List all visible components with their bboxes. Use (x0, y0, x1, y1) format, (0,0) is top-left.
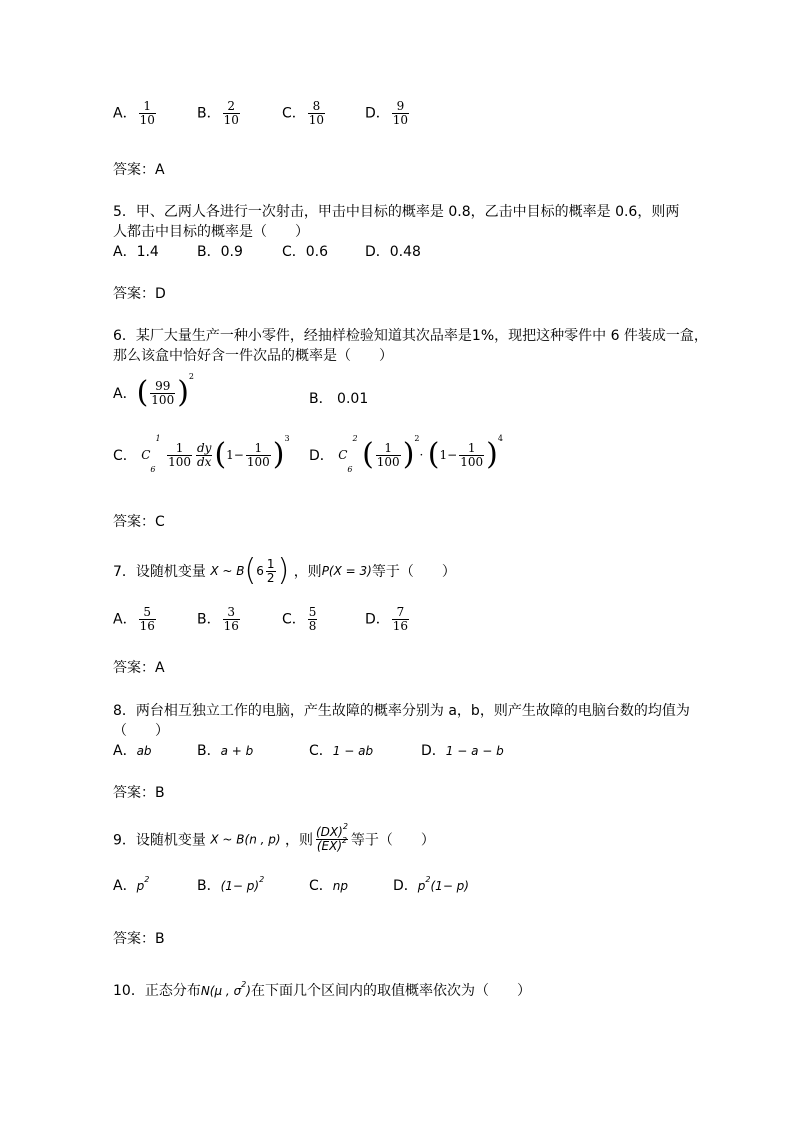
q6-answer: 答案：C (113, 514, 165, 530)
q8-option-c[interactable]: C．1 − ab (309, 743, 374, 759)
q6-stem-line1: 6．某厂大量生产一种小零件，经抽样检验知道其次品率是1%，现把这种零件中 6 件装成一盒， (113, 328, 708, 344)
q6-option-d[interactable]: D． $C_6^2$ ( $\frac{1}{100}$ )$^2$· (1− $\frac{1}{100}$ )$^4$ (309, 434, 503, 474)
q9-option-d[interactable]: D．$p^2(1- p)$ (393, 875, 469, 894)
q5-stem-line2: 人都击中目标的概率是（ ） (113, 224, 309, 240)
q7-option-c[interactable]: C． $\frac{5}{8}$ (282, 605, 317, 633)
q7-option-a[interactable]: A． $\frac{5}{16}$ (113, 605, 155, 633)
q8-answer: 答案：B (113, 785, 165, 801)
q4-option-d[interactable]: D． $\frac{9}{10}$ (365, 99, 409, 127)
q6-option-b[interactable]: B． 0.01 (309, 391, 369, 407)
q7-answer: 答案：A (113, 660, 165, 676)
q9-option-b[interactable]: B．$(1- p)^2$ (197, 875, 265, 894)
q8-option-b[interactable]: B．a + b (197, 743, 254, 759)
q5-stem-line1: 5．甲、乙两人各进行一次射击，甲击中目标的概率是 0.8，乙击中目标的概率是 0.6，则两 (113, 204, 680, 220)
q9-stem: 9．设随机变量 X ~ B(n , p) ，则 $\frac{(DX)^2}{(EX)^2}$ 等于（ ） (113, 822, 435, 853)
q6-option-a[interactable]: A．( $\frac{99}{100}$ )$^2$ (113, 372, 195, 410)
q6-option-c[interactable]: C． $C_6^1$ $\frac{1}{100}$ $\frac{dy}{dx}$ (1− $\frac{1}{100}$ )$^3$ (113, 434, 290, 474)
q5-option-d[interactable]: D．0.48 (365, 244, 421, 260)
q5-option-a[interactable]: A．1.4 (113, 244, 159, 260)
q9-option-c[interactable]: C．np (309, 878, 349, 894)
q7-option-b[interactable]: B． $\frac{3}{16}$ (197, 605, 239, 633)
q10-stem: 10．正态分布N(μ , $\sigma^2$)在下面几个区间内的取值概率依次为（ ） (113, 980, 531, 999)
q7-stem: 7．设随机变量 X ~ B(6 $\frac{1}{2}$ ) ，则P(X = 3)等于（ ） (113, 553, 456, 588)
q4-answer: 答案：A (113, 162, 165, 178)
q7-option-d[interactable]: D． $\frac{7}{16}$ (365, 605, 409, 633)
q6-stem-line2: 那么该盒中恰好含一件次品的概率是（ ） (113, 348, 393, 364)
q9-option-a[interactable]: A．$p^2$ (113, 875, 150, 894)
q8-option-a[interactable]: A．ab (113, 743, 152, 759)
q8-option-d[interactable]: D．1 − a − b (421, 743, 504, 759)
q4-option-b[interactable]: B． $\frac{2}{10}$ (197, 99, 239, 127)
q4-option-a[interactable]: A． $\frac{1}{10}$ (113, 99, 155, 127)
q8-stem-line2: （ ） (113, 723, 169, 739)
q9-answer: 答案：B (113, 931, 165, 947)
q4-option-c[interactable]: C． $\frac{8}{10}$ (282, 99, 325, 127)
q5-answer: 答案：D (113, 286, 166, 302)
q5-option-b[interactable]: B．0.9 (197, 244, 243, 260)
q5-option-c[interactable]: C．0.6 (282, 244, 329, 260)
q8-stem-line1: 8．两台相互独立工作的电脑，产生故障的概率分别为 a，b，则产生故障的电脑台数的均值为 (113, 703, 690, 719)
